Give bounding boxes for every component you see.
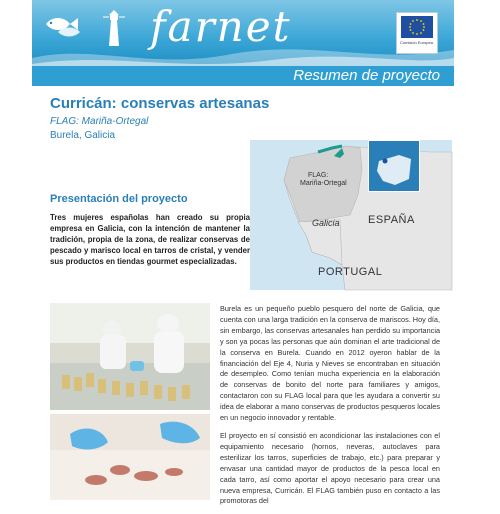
project-body-text (220, 304, 440, 514)
hands-preparing-photo (50, 414, 210, 500)
map-flag-label-2: Mariña-Ortegal (300, 180, 347, 187)
body-paragraph-1: Burela es un pequeño pueblo pesquero del norte de Galicia, que cuenta con una larga tradición en la conserva de mariscos. Hoy día, sin embargo, las conservas artesanales han perdido su importancia y son ya pocas las personas que aún dominan el arte tradicional de la conserva en Burela. Cuando en 2012 oyeron hablar de la financiación del Eje 4, Nuria y Nieves se encontraban en situación de desempleo. Como tenían mucha experiencia en la elaboración de conservas de bonito del norte para familiares y amigos, contactaron con su FLAG local para que les ayudara a convertir su idea de elaborar a mano conservas de productos pesqueros locales en un negocio innovador y rentable. (220, 304, 440, 423)
presentation-heading: Presentación del proyecto (50, 193, 188, 205)
map-country-label: ESPAÑA (368, 214, 415, 226)
project-summary-page (32, 0, 454, 506)
eu-caption: Comisión Europea (400, 40, 433, 45)
map-region-label: Galicia (312, 218, 340, 228)
eu-logo (396, 12, 438, 54)
body-paragraph-2: El proyecto en sí consistió en acondicionar las instalaciones con el equipamiento necesario (hornos, neveras, autoclaves para esterilizar los tarros, superficies de trabajo, etc.) para preparar y envasar una cantidad mayor de productos de la pesca local en cada tarro, así como aportar el apoyo necesario para crear una nueva empresa, Curricán. El FLAG también puso en contacto a las promotoras del (220, 430, 440, 506)
europe-inset-map (368, 140, 420, 192)
lighthouse-logo-icon (102, 8, 126, 48)
fish-logo-icon (42, 12, 92, 42)
cannery-workers-photo (50, 303, 210, 410)
banner-title: Resumen de proyecto (293, 67, 440, 84)
project-title: Curricán: conservas artesanas (50, 95, 270, 112)
eu-flag-icon (401, 16, 433, 38)
farnet-logo-text: farnet (150, 2, 292, 51)
map-neighbor-label: PORTUGAL (318, 266, 383, 278)
farnet-header (32, 0, 454, 86)
flag-name: FLAG: Mariña-Ortegal (50, 116, 149, 127)
region-map (250, 140, 452, 290)
project-location: Burela, Galicia (50, 130, 116, 141)
presentation-text: Tres mujeres españolas han creado su propia empresa en Galicia, con la intención de mantener la tradición, propia de la zona, de realizar conservas de pescado y marisco local en tarros de cristal, y vender sus productos en tiendas gourmet especializadas. (50, 213, 250, 266)
summary-banner (32, 66, 454, 86)
map-flag-label: FLAG: (308, 172, 329, 179)
